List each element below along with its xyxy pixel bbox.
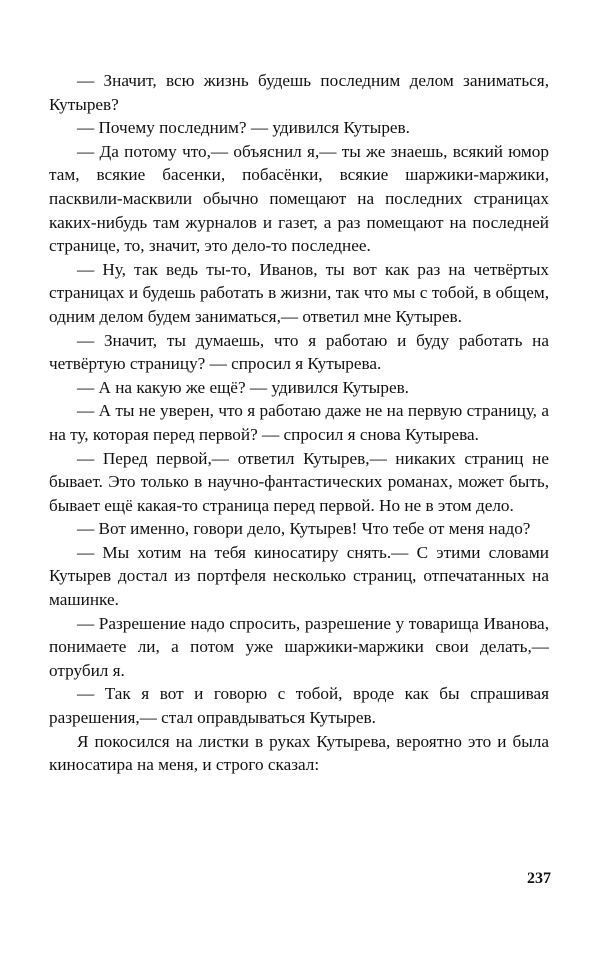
page-number: 237 [527,870,551,887]
paragraph-5: — Значит, ты думаешь, что я работаю и буду работать на четвёртую страницу? — спросил я Кутырева. [49,330,549,374]
paragraph-10: — Мы хотим на тебя киносатиру снять.— С этими словами Кутырев достал из портфеля несколько страниц, отпечатанных на машинке. [49,542,549,610]
paragraph-1: — Значит, всю жизнь будешь последним делом заниматься, Кутырев? [49,71,549,114]
paragraph-4: — Ну, так ведь ты-то, Иванов, ты вот как раз на четвёртых страницах и будешь работать в жизни, так что мы с тобой, в общем, одним делом будем заниматься,— ответил мне Кутырев. [49,259,549,326]
paragraph-9: — Вот именно, говори дело, Кутырев! Что тебе от меня надо? [77,519,531,539]
body-text [49,69,549,777]
paragraph-3: — Да потому что,— объяснил я,— ты же знаешь, всякий юмор там, всякие басенки, побасёнки, всякие шаржики-маржики, пасквили-масквили обычно помещают на последних страницах каких-нибудь там журналов и газет, а раз помещают на последней странице, то, значит, это дело-то последнее. [49,141,549,256]
paragraph-12: — Так я вот и говорю с тобой, вроде как бы спрашивая разрешения,— стал оправдываться Кутырев. [49,684,549,728]
paragraph-11: — Разрешение надо спросить, разрешение у товарища Иванова, понимаете ли, а потом уже шаржики-маржики свои делать,— отрубил я. [49,613,549,680]
paragraph-13: Я покосился на листки в руках Кутырева, вероятно это и была киносатира на меня, и строго сказал: [49,731,549,775]
paragraph-8: — Перед первой,— ответил Кутырев,— никаких страниц не бывает. Это только в научно-фантастических романах, может быть, бывает ещё какая-то страница перед первой. Но не в этом дело. [49,448,549,515]
paragraph-6: — А на какую же ещё? — удивился Кутырев. [77,377,409,397]
paragraph-7: — А ты не уверен, что я работаю даже не на первую страницу, а на ту, которая перед первой? — спросил я снова Кутырева. [49,401,549,444]
paragraph-2: — Почему последним? — удивился Кутырев. [77,118,410,138]
